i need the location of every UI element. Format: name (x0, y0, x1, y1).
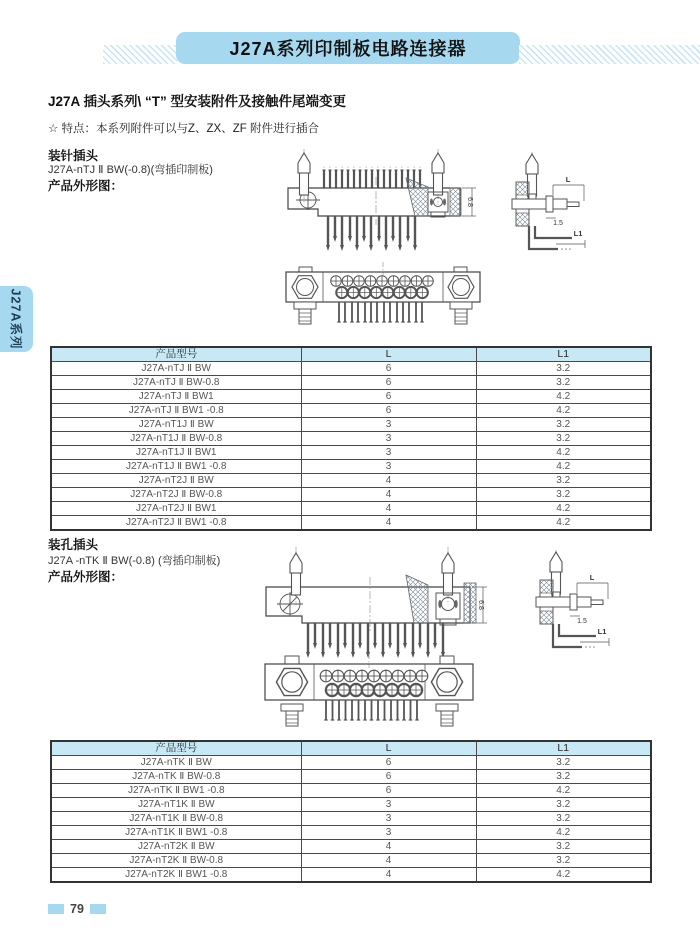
table-cell: 3.2 (476, 488, 651, 502)
table-cell: J27A-nT2J Ⅱ BW-0.8 (51, 488, 301, 502)
page-number: 79 (70, 902, 84, 916)
table-cell: J27A-nT1K Ⅱ BW-0.8 (51, 812, 301, 826)
table-cell: J27A-nT1J Ⅱ BW (51, 418, 301, 432)
threaded-stud-icon (436, 704, 458, 726)
table-row (51, 362, 651, 376)
dim-6-8-label: 6.8 (466, 197, 473, 207)
table-row (51, 460, 651, 474)
threaded-stud-icon (294, 302, 316, 324)
table-cell: 4.2 (476, 502, 651, 516)
column-header-model: 产品型号 (51, 741, 301, 756)
hatch-block (450, 188, 461, 216)
socket-section-heading: 装孔插头 (48, 538, 99, 552)
hatch-block (464, 583, 476, 623)
header-stripe-left (103, 45, 177, 64)
pin-model-code: J27A-nTJ Ⅱ BW(-0.8)(弯插印制板) (48, 164, 213, 176)
table-row (51, 474, 651, 488)
table-row (51, 854, 651, 868)
table-row (51, 488, 651, 502)
solder-pins (324, 700, 419, 720)
table-cell: 4 (301, 502, 476, 516)
table-cell: J27A-nTK Ⅱ BW1 -0.8 (51, 784, 301, 798)
page-footer (48, 902, 106, 916)
table-row (51, 798, 651, 812)
table-cell: 3.2 (476, 798, 651, 812)
table-row (51, 376, 651, 390)
hatch-block (540, 580, 553, 593)
table-cell: J27A-nT2K Ⅱ BW1 -0.8 (51, 868, 301, 883)
hex-nut-icon (276, 668, 307, 695)
lead-continuation-dots (561, 248, 571, 250)
column-header-L1: L1 (476, 741, 651, 756)
page-title-banner (176, 32, 520, 64)
sidebar-series-label: J27A系列 (8, 288, 23, 350)
table-cell: 6 (301, 770, 476, 784)
dim-L-label: L (565, 175, 571, 184)
table-cell: J27A-nT1K Ⅱ BW (51, 798, 301, 812)
table-row (51, 826, 651, 840)
contact-tail (570, 594, 603, 610)
contact-pins-bottom (326, 216, 417, 251)
table-cell: 4.2 (476, 826, 651, 840)
table-cell: 3.2 (476, 840, 651, 854)
table-cell: J27A-nTJ Ⅱ BW (51, 362, 301, 376)
column-header-model: 产品型号 (51, 347, 301, 362)
screw-tab (440, 656, 454, 664)
table-cell: J27A-nT2J Ⅱ BW1 (51, 502, 301, 516)
section-title: J27A 插头系列\ “T” 型安装附件及接触件尾端变更 (48, 94, 347, 109)
table-cell: J27A-nTJ Ⅱ BW1 (51, 390, 301, 404)
table-cell: 4.2 (476, 404, 651, 418)
table-cell: 4 (301, 488, 476, 502)
column-header-L: L (301, 741, 476, 756)
hatch-block (516, 182, 529, 195)
threaded-stud-icon (450, 302, 472, 324)
footer-accent-square (48, 904, 64, 914)
table-row (51, 812, 651, 826)
dim-L-label: L (589, 573, 595, 582)
lead-continuation-dots (585, 646, 595, 648)
sidebar-series-tab (0, 286, 33, 352)
page-title: J27A系列印制板电路连接器 (229, 39, 467, 59)
table-row (51, 516, 651, 531)
pin-side-view-drawing (278, 149, 488, 267)
socket-models-table (50, 740, 652, 883)
table-cell: 3.2 (476, 854, 651, 868)
socket-side-view-drawing (258, 547, 498, 659)
table-cell: 6 (301, 784, 476, 798)
table-row (51, 418, 651, 432)
pin-models-table (50, 346, 652, 531)
table-cell: J27A-nT2J Ⅱ BW1 -0.8 (51, 516, 301, 531)
table-cell: 4 (301, 516, 476, 531)
table-cell: 4.2 (476, 446, 651, 460)
table-cell: 3.2 (476, 418, 651, 432)
dim-L1 (556, 240, 585, 248)
table-cell: J27A-nTJ Ⅱ BW-0.8 (51, 376, 301, 390)
table-cell: 3 (301, 432, 476, 446)
table-cell: J27A-nT2K Ⅱ BW-0.8 (51, 854, 301, 868)
table-cell: 4.2 (476, 516, 651, 531)
contact-row-top (331, 276, 434, 287)
table-cell: 3 (301, 826, 476, 840)
table-cell: 3 (301, 798, 476, 812)
table-cell: 3.2 (476, 812, 651, 826)
hex-nut-icon (292, 276, 318, 299)
table-cell: 4 (301, 854, 476, 868)
table-row (51, 756, 651, 770)
pin-front-view-drawing (283, 259, 483, 345)
table-cell: 4 (301, 868, 476, 883)
dim-15-label: 1.5 (577, 618, 587, 625)
table-cell: J27A-nTJ Ⅱ BW1 -0.8 (51, 404, 301, 418)
footer-accent-square (90, 904, 106, 914)
hex-nut-icon (431, 668, 462, 695)
contact-pins-top (322, 165, 421, 188)
column-header-L: L (301, 347, 476, 362)
dim-15-label: 1.5 (553, 220, 563, 227)
table-row (51, 840, 651, 854)
hatch-block (540, 611, 553, 624)
table-row (51, 390, 651, 404)
pin-section-heading: 装针插头 (48, 149, 99, 163)
table-cell: J27A-nT2K Ⅱ BW (51, 840, 301, 854)
cross-arm (512, 199, 546, 209)
bent-lead (535, 226, 572, 238)
table-cell: 4 (301, 840, 476, 854)
table-row (51, 446, 651, 460)
hatch-block (516, 213, 529, 226)
column-header-L1: L1 (476, 347, 651, 362)
table-cell: 6 (301, 376, 476, 390)
table-cell: 3.2 (476, 362, 651, 376)
socket-detail-drawing (524, 550, 619, 655)
table-cell: 6 (301, 756, 476, 770)
table-row (51, 770, 651, 784)
feature-note: ☆ 特点：本系列附件可以与Z、ZX、ZF 附件进行插合 (48, 123, 319, 135)
hex-nut-icon (448, 276, 474, 299)
table-cell: 4.2 (476, 460, 651, 474)
table-cell: J27A-nT1J Ⅱ BW1 -0.8 (51, 460, 301, 474)
table-cell: 6 (301, 404, 476, 418)
table-cell: J27A-nT1J Ⅱ BW-0.8 (51, 432, 301, 446)
table-cell: 3.2 (476, 770, 651, 784)
table-row (51, 784, 651, 798)
table-cell: 4.2 (476, 390, 651, 404)
pin-outline-label: 产品外形图： (48, 179, 124, 193)
table-row (51, 502, 651, 516)
table-cell: J27A-nT1J Ⅱ BW1 (51, 446, 301, 460)
solder-pins (337, 302, 424, 322)
table-cell: 3 (301, 446, 476, 460)
table-cell: J27A-nT2J Ⅱ BW (51, 474, 301, 488)
table-cell: 3.2 (476, 756, 651, 770)
table-row (51, 868, 651, 883)
dim-L1-label: L1 (597, 627, 607, 636)
table-cell: 3 (301, 418, 476, 432)
table-cell: 3 (301, 812, 476, 826)
table-row (51, 404, 651, 418)
socket-model-code: J27A -nTK Ⅱ BW(-0.8) (弯插印制板) (48, 555, 221, 567)
header-stripe-right (519, 45, 700, 64)
table-cell: 4.2 (476, 784, 651, 798)
table-cell: 4.2 (476, 868, 651, 883)
cross-arm (536, 597, 570, 607)
socket-outline-label: 产品外形图： (48, 570, 124, 584)
contact-tail (546, 196, 579, 212)
table-cell: 3.2 (476, 432, 651, 446)
socket-front-view-drawing (262, 652, 477, 740)
table-cell: 4 (301, 474, 476, 488)
table-cell: J27A-nTK Ⅱ BW-0.8 (51, 770, 301, 784)
table-cell: 6 (301, 390, 476, 404)
threaded-stud-icon (281, 704, 303, 726)
screw-tab (285, 656, 299, 664)
dim-6-8-label: 6.8 (477, 600, 484, 610)
table-cell: J27A-nT1K Ⅱ BW1 -0.8 (51, 826, 301, 840)
table-cell: 3.2 (476, 376, 651, 390)
dim-L1-label: L1 (573, 229, 583, 238)
table-row (51, 432, 651, 446)
table-cell: J27A-nTK Ⅱ BW (51, 756, 301, 770)
bent-lead (559, 624, 596, 636)
table-cell: 3 (301, 460, 476, 474)
table-cell: 6 (301, 362, 476, 376)
contact-row-top (320, 670, 428, 682)
dim-L1 (580, 638, 609, 646)
table-header-row (51, 741, 651, 756)
table-header-row (51, 347, 651, 362)
table-cell: 3.2 (476, 474, 651, 488)
pin-detail-drawing (500, 152, 595, 257)
